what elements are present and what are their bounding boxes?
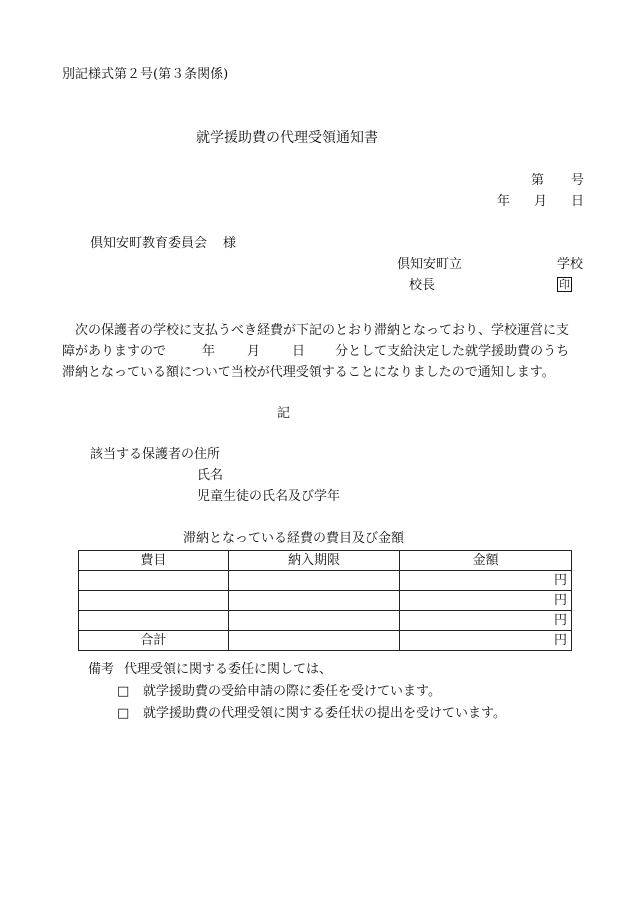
body-line-2 (62, 341, 582, 362)
body-line-3: 滞納となっている額について当校が代理受領することになりましたので通知します。 (62, 365, 555, 380)
total-label-cell: 合計 (79, 631, 229, 651)
total-amount-cell: 円 (400, 631, 572, 651)
checkbox-icon[interactable]: □ (117, 706, 130, 721)
ki-heading: 記 (277, 406, 291, 421)
table-row (79, 591, 572, 611)
body-line-2-start: 障がありますので (62, 344, 167, 359)
checkbox-icon[interactable]: □ (117, 684, 130, 699)
sender-town: 倶知安町立 (397, 257, 463, 272)
amount-cell: 円 (400, 571, 572, 591)
sender-school: 学校 (557, 257, 584, 272)
item-cell (79, 591, 229, 611)
remarks-option-1 (117, 684, 441, 700)
table-row (79, 611, 572, 631)
remarks (88, 662, 332, 678)
form-number: 別記様式第２号(第３条関係) (62, 67, 229, 82)
addressee (90, 236, 237, 252)
remarks-label: 備考 (88, 662, 115, 677)
seal-mark: 印 (559, 278, 570, 291)
total-due-date-cell (228, 631, 400, 651)
amount-cell: 円 (400, 591, 572, 611)
fee-table-title: 滞納となっている経費の費目及び金額 (183, 531, 405, 546)
date-month: 月 (534, 194, 548, 209)
option-1-text: 就学援助費の受給申請の際に委任を受けています。 (143, 684, 441, 699)
document-title: 就学援助費の代理受領通知書 (196, 130, 378, 146)
item-cell (79, 611, 229, 631)
addressee-name: 倶知安町教育委員会 (90, 236, 208, 251)
date-year: 年 (497, 194, 511, 209)
body-line-1: 次の保護者の学校に支払うべき経費が下記のとおり滞納となっており、学校運営に支 (75, 323, 570, 338)
remarks-text: 代理受領に関する委任に関しては、 (124, 662, 333, 677)
header-amount: 金額 (400, 551, 572, 571)
addressee-honorific: 様 (223, 236, 237, 251)
notice-body (62, 320, 582, 383)
remarks-option-2 (117, 706, 506, 722)
body-line-2-end: 分として支給決定した就学援助費のうち (335, 344, 570, 359)
item-cell (79, 571, 229, 591)
header-item: 費目 (79, 551, 229, 571)
date-day: 日 (571, 194, 585, 209)
guardian-name-label: 氏名 (197, 468, 224, 483)
total-row (79, 631, 572, 651)
fee-table (78, 550, 572, 651)
fee-table-header-row (79, 551, 572, 571)
table-row (79, 571, 572, 591)
due-date-cell (228, 571, 400, 591)
body-line-2-day: 日 (292, 344, 306, 359)
body-line-2-year: 年 (202, 344, 216, 359)
due-date-cell (228, 591, 400, 611)
due-date-cell (228, 611, 400, 631)
sender-principal: 校長 (409, 278, 436, 293)
header-due-date: 納入期限 (228, 551, 400, 571)
document-number-prefix: 第 (531, 173, 545, 188)
amount-cell: 円 (400, 611, 572, 631)
body-line-2-month: 月 (247, 344, 261, 359)
option-2-text: 就学援助費の代理受領に関する委任状の提出を受けています。 (143, 706, 506, 721)
guardian-address-label: 該当する保護者の住所 (90, 447, 221, 462)
child-name-grade-label: 児童生徒の氏名及び学年 (197, 489, 341, 504)
document-number-suffix: 号 (571, 173, 585, 188)
